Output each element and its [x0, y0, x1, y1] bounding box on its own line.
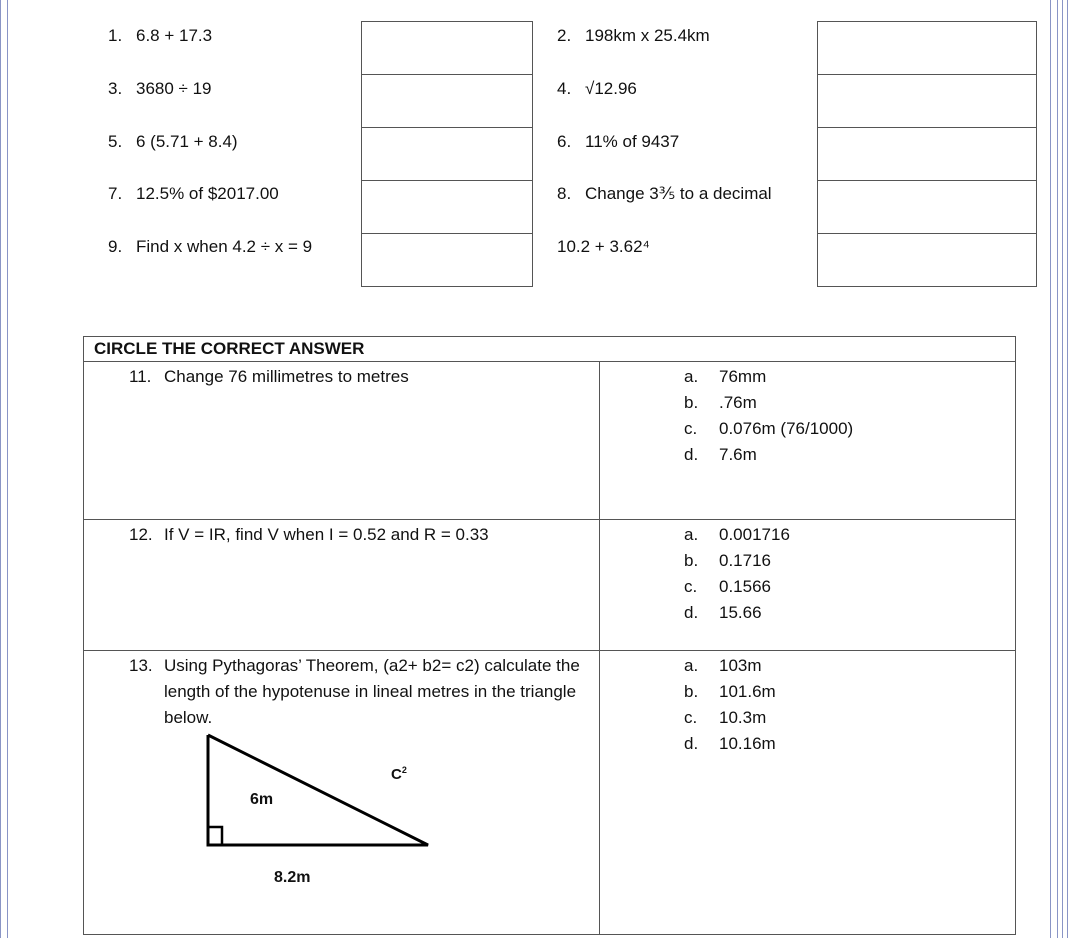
- question-5: 5. 6 (5.71 + 8.4): [108, 132, 238, 151]
- option-11c[interactable]: c. 0.076m (76/1000): [684, 419, 854, 438]
- right-angle-mark: [208, 827, 222, 845]
- option-11b[interactable]: b. .76m: [684, 393, 757, 412]
- option-13c[interactable]: c. 10.3m: [684, 708, 767, 727]
- option-13d[interactable]: d. 10.16m: [684, 734, 776, 753]
- question-4: 4. √12.96: [557, 79, 637, 98]
- mc-row-13: [84, 651, 1016, 935]
- question-8: 8. Change 3⅗ to a decimal: [557, 184, 772, 203]
- side-label: 6m: [250, 791, 274, 808]
- answer-box-9[interactable]: [361, 233, 533, 287]
- mc-options-13: [600, 651, 1015, 757]
- triangle-diagram: [84, 731, 599, 891]
- answer-box-10[interactable]: [817, 233, 1037, 287]
- question-3: 3. 3680 ÷ 19: [108, 79, 212, 98]
- mc-row-11: [84, 362, 1016, 520]
- answer-box-1[interactable]: [361, 21, 533, 75]
- question-7: 7. 12.5% of $2017.00: [108, 184, 279, 203]
- mc-options-12: [600, 520, 1015, 626]
- page-border-left: [0, 0, 8, 938]
- question-9: 9. Find x when 4.2 ÷ x = 9: [108, 237, 313, 256]
- answer-box-3[interactable]: [361, 74, 533, 128]
- question-2: 2. 198km x 25.4km: [557, 26, 710, 45]
- page-border-right-outer: [1062, 0, 1068, 938]
- multiple-choice-table: [83, 336, 1016, 935]
- option-11d[interactable]: d. 7.6m: [684, 445, 757, 464]
- option-13a[interactable]: a. 103m: [684, 656, 762, 675]
- answer-box-8[interactable]: [817, 180, 1037, 234]
- triangle-shape: [208, 735, 428, 845]
- option-13b[interactable]: b. 101.6m: [684, 682, 776, 701]
- answer-box-4[interactable]: [817, 74, 1037, 128]
- mc-question-12: 12. If V = IR, find V when I = 0.52 and R = 0.33: [129, 525, 489, 544]
- option-12d[interactable]: d. 15.66: [684, 603, 762, 622]
- answer-box-2[interactable]: [817, 21, 1037, 75]
- option-12b[interactable]: b. 0.1716: [684, 551, 771, 570]
- question-6: 6. 11% of 9437: [557, 132, 680, 151]
- question-10: 10.2 + 3.62⁴: [557, 237, 650, 256]
- mc-question-13: 13. Using Pythagoras’ Theorem, (a2+ b2= c2) calculate the length of the hypotenuse in lineal metres in the triangle below.: [129, 656, 580, 727]
- answer-box-5[interactable]: [361, 127, 533, 181]
- mc-options-11: [600, 362, 1015, 468]
- page-border-right: [1050, 0, 1058, 938]
- mc-question-11: 11. Change 76 millimetres to metres: [129, 367, 409, 386]
- answer-box-7[interactable]: [361, 180, 533, 234]
- base-label: 8.2m: [274, 869, 311, 886]
- option-12a[interactable]: a. 0.001716: [684, 525, 790, 544]
- question-1: 1. 6.8 + 17.3: [108, 26, 213, 45]
- section-header: CIRCLE THE CORRECT ANSWER: [84, 337, 1016, 362]
- hypotenuse-label: $C^2$: [391, 765, 407, 783]
- triangle-svg: [154, 731, 514, 891]
- mc-row-12: [84, 520, 1016, 651]
- answer-box-6[interactable]: [817, 127, 1037, 181]
- option-11a[interactable]: a. 76mm: [684, 367, 767, 386]
- option-12c[interactable]: c. 0.1566: [684, 577, 771, 596]
